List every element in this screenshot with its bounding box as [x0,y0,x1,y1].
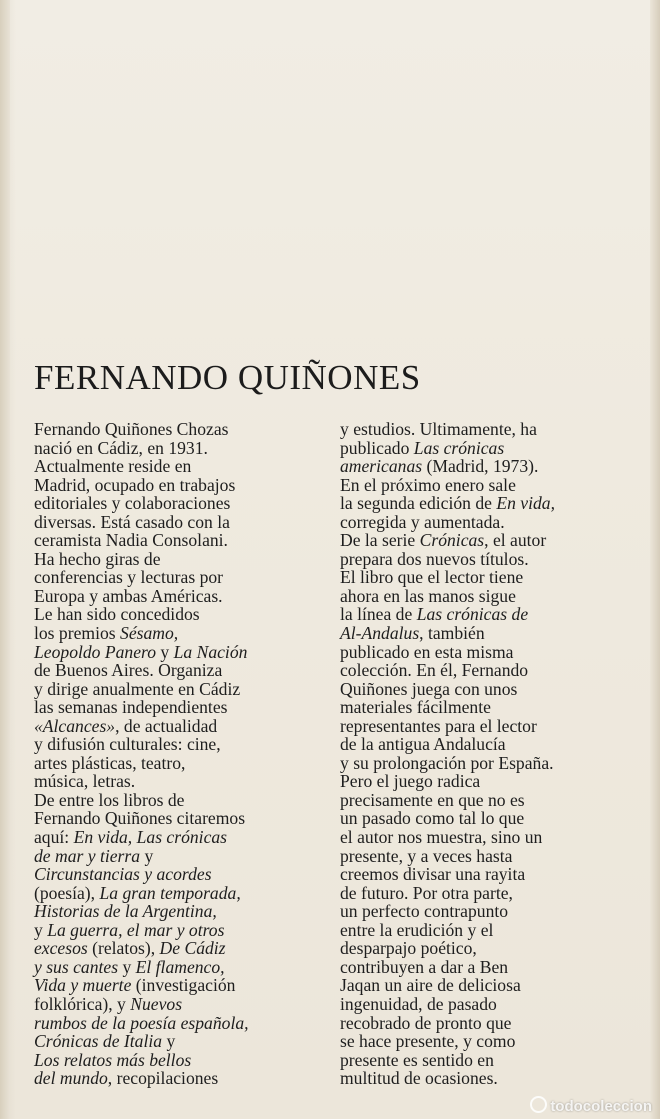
text-segment: un pasado como tal lo que [340,808,525,829]
text-segment: , recopilaciones [107,1068,219,1089]
text-segment: el autor nos muestra, sino un [340,827,543,848]
text-segment: publicado en esta misma [340,641,514,662]
italic-title: El flamenco, [135,956,225,977]
text-segment: Fernando Quiñones Chozas [34,419,229,439]
text-line [340,661,640,680]
text-line [34,1032,324,1051]
text-line [340,884,640,903]
text-segment: y [162,1031,176,1052]
text-line [340,513,640,532]
text-segment: y [156,641,174,662]
text-segment: materiales fácilmente [340,697,491,718]
text-segment: música, letras. [34,771,136,792]
text-segment: los premios [34,623,121,644]
italic-title: Los relatos más bellos [34,1049,192,1070]
text-line [340,791,640,810]
italic-title: Sésamo, [120,623,179,644]
text-segment: la segunda edición de [340,493,497,514]
text-segment: conferencias y lecturas por [34,567,224,588]
text-line [34,791,324,810]
text-line [340,958,640,977]
text-segment: multitud de ocasiones. [340,1068,498,1089]
text-segment: (poesía), [34,882,100,903]
text-line [34,439,324,458]
text-line [340,1069,640,1088]
author-title: FERNANDO QUIÑONES [34,358,421,397]
text-segment: publicado [340,437,414,458]
text-line [34,717,324,736]
text-segment: (investigación [131,975,236,996]
text-line [34,754,324,773]
text-segment: (relatos), [87,938,160,959]
italic-title: La guerra, el mar y otros [47,919,225,940]
text-line [34,995,324,1014]
circle-logo-icon [530,1096,547,1113]
text-line [34,457,324,476]
text-segment: y [118,956,136,977]
text-segment: ingenuidad, de pasado [340,993,497,1014]
text-segment: De entre los libros de [34,789,185,810]
text-segment: y [140,845,154,866]
italic-title: Leopoldo Panero [34,641,157,662]
text-line [34,847,324,866]
text-line [34,772,324,791]
text-segment: precisamente en que no es [340,789,525,810]
text-segment: Le han sido concedidos [34,604,200,625]
text-segment: Madrid, ocupado en trabajos [34,474,236,495]
page-edge-left [0,0,10,1119]
text-segment: Quiñones juega con unos [340,678,518,699]
text-line [340,921,640,940]
text-segment: editoriales y colaboraciones [34,493,231,514]
text-line [34,587,324,606]
text-segment: nació en Cádiz, en 1931. [34,437,208,458]
text-line [340,494,640,513]
text-segment: Ha hecho giras de [34,548,161,569]
text-line [340,680,640,699]
page-edge-right [650,0,660,1119]
text-segment: , de actualidad [115,715,218,736]
text-line [340,643,640,662]
text-segment: Pero el juego radica [340,771,481,792]
text-segment: aquí: [34,827,74,848]
text-segment: un perfecto contrapunto [340,901,509,922]
text-segment: la línea de [340,604,417,625]
italic-title: Vida y muerte [34,975,132,996]
text-line [34,494,324,513]
text-segment: presente, y a veces hasta [340,845,513,866]
text-segment: En el próximo enero sale [340,474,516,495]
text-line [340,624,640,643]
italic-title: En vida, Las crónicas [73,827,228,848]
italic-title: americanas [340,456,423,477]
italic-title: Las crónicas de [416,604,529,625]
text-line [34,828,324,847]
italic-title: excesos [34,938,88,959]
text-line [340,457,640,476]
text-line [340,439,640,458]
text-line [340,902,640,921]
text-line [340,809,640,828]
text-line [34,1051,324,1070]
italic-title: Al-Andalus [340,623,420,644]
text-segment: corregida y aumentada. [340,511,505,532]
text-segment: De la serie [340,530,420,551]
text-line [34,809,324,828]
italic-title: Nuevos [130,993,183,1014]
text-segment: Jaqan un aire de deliciosa [340,975,521,996]
text-line [34,735,324,754]
text-line [34,643,324,662]
text-line [340,976,640,995]
watermark [530,1096,652,1115]
text-line [34,420,324,439]
text-line [340,939,640,958]
text-line [34,884,324,903]
italic-title: La gran temporada, [99,882,241,903]
text-segment: entre la erudición y el [340,919,494,940]
text-segment: colección. En él, Fernando [340,660,529,681]
text-segment: Fernando Quiñones citaremos [34,808,246,829]
text-line [34,476,324,495]
text-segment: ceramista Nadia Consolani. [34,530,228,551]
text-segment: diversas. Está casado con la [34,511,230,532]
text-line [340,531,640,550]
text-line [34,976,324,995]
biography-column-left [34,420,324,1088]
text-line [340,772,640,791]
italic-title: «Alcances» [34,715,116,736]
text-segment: se hace presente, y como [340,1031,516,1052]
italic-title: y sus cantes [34,956,119,977]
text-line [34,1069,324,1088]
text-line [34,605,324,624]
text-line [34,939,324,958]
text-line [340,420,640,439]
text-line [34,902,324,921]
text-line [34,921,324,940]
text-segment: folklórica), y [34,993,131,1014]
text-line [34,958,324,977]
italic-title: rumbos de la poesía española, [34,1012,249,1033]
text-line [340,717,640,736]
text-line [34,1014,324,1033]
text-segment: prepara dos nuevos títulos. [340,548,529,569]
text-segment: (Madrid, 1973). [422,456,539,477]
text-line [34,661,324,680]
italic-title: Crónicas [419,530,485,551]
italic-title: La Nación [173,641,248,662]
text-segment: presente es sentido en [340,1049,494,1070]
text-segment: y dirige anualmente en Cádiz [34,678,241,699]
text-line [340,847,640,866]
text-segment: contribuyen a dar a Ben [340,956,509,977]
text-line [340,476,640,495]
text-segment: El libro que el lector tiene [340,567,524,588]
biography-column-right [340,420,640,1088]
text-segment: ahora en las manos sigue [340,585,516,606]
italic-title: Historias de la Argentina, [34,901,217,922]
text-segment: de Buenos Aires. Organiza [34,660,223,681]
text-line [340,1014,640,1033]
text-line [34,698,324,717]
text-segment: y su prolongación por España. [340,752,554,773]
text-line [34,680,324,699]
text-segment: representantes para el lector [340,715,537,736]
text-segment: artes plásticas, teatro, [34,752,186,773]
text-line [34,513,324,532]
text-line [340,995,640,1014]
italic-title: En vida, [496,493,555,514]
italic-title: Crónicas de Italia [34,1031,163,1052]
text-segment: , también [419,623,485,644]
text-line [34,624,324,643]
text-line [340,828,640,847]
text-segment: y difusión culturales: cine, [34,734,221,755]
text-segment: de la antigua Andalucía [340,734,506,755]
text-line [34,568,324,587]
text-line [340,754,640,773]
text-segment: Actualmente reside en [34,456,192,477]
italic-title: Circunstancias y acordes [34,864,212,885]
text-segment: y [34,919,48,940]
italic-title: de mar y tierra [34,845,141,866]
text-segment: desparpajo poético, [340,938,477,959]
text-line [340,1032,640,1051]
text-segment: recobrado de pronto que [340,1012,512,1033]
italic-title: del mundo [34,1068,108,1089]
text-line [340,698,640,717]
text-line [340,735,640,754]
watermark-text: todocoleccion [550,1098,652,1115]
text-line [340,587,640,606]
italic-title: Las crónicas [413,437,505,458]
text-segment: y estudios. Ultimamente, ha [340,419,537,439]
text-line [34,531,324,550]
text-segment: , el autor [484,530,547,551]
text-line [34,550,324,569]
text-line [340,568,640,587]
text-line [340,1051,640,1070]
text-line [340,865,640,884]
text-line [34,865,324,884]
text-segment: Europa y ambas Américas. [34,585,223,606]
text-segment: las semanas independientes [34,697,228,718]
text-line [340,605,640,624]
text-segment: creemos divisar una rayita [340,864,526,885]
italic-title: De Cádiz [159,938,226,959]
text-segment: de futuro. Por otra parte, [340,882,513,903]
text-line [340,550,640,569]
